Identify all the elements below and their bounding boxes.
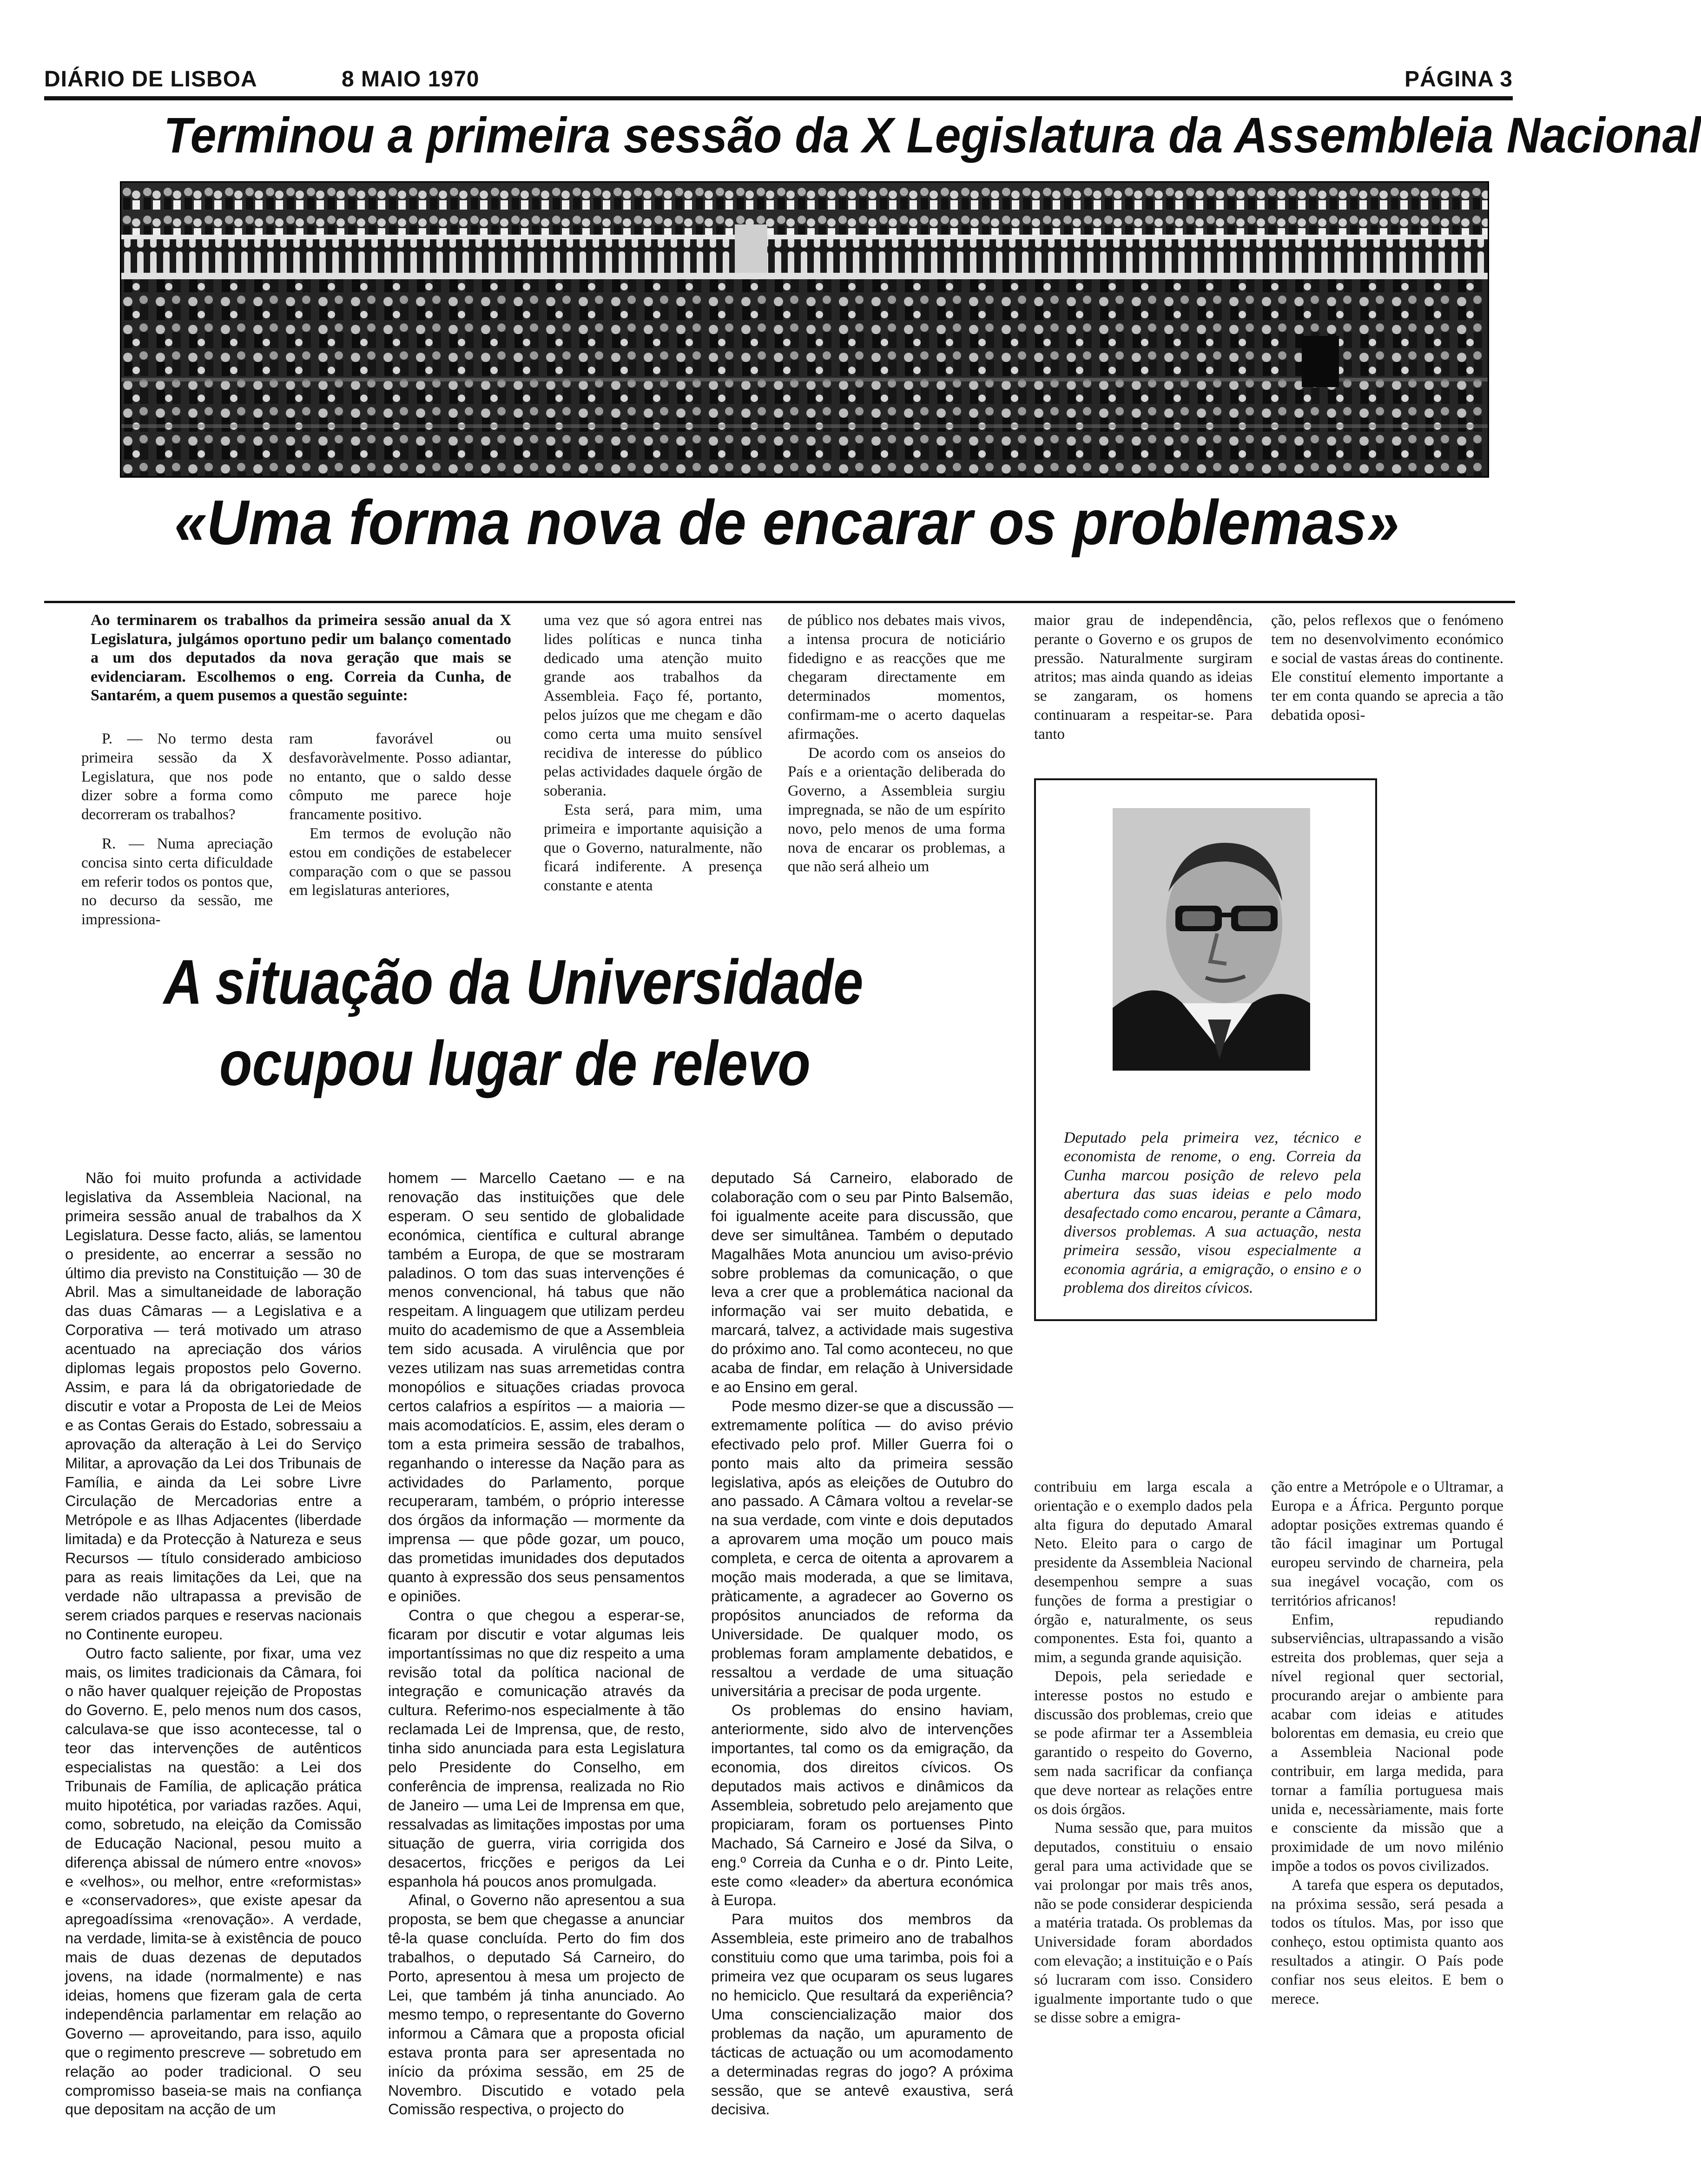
university-headline-line-1: A situação da Universidade <box>164 947 864 1017</box>
paragraph: deputado Sá Carneiro, elaborado de colaboração com o seu par Pinto Balsemão, foi igualmente aceite para discussão, que deve ser simultânea. Também o deputado Magalhães Mota anunciou um aviso-prévio sobre problemas da comunicação, o que leva a crer que a problemática nacional da informação vai ser muito debatida, e marcará, talvez, a actividade mais sugestiva do próximo ano. Tal como aconteceu, no que acaba de findar, em relação à Universidade e ao Ensino em geral. <box>711 1170 1013 1395</box>
university-headline-line-2: ocupou lugar de relevo <box>219 1028 811 1099</box>
paragraph: A tarefa que espera os deputados, na próxima sessão, será pesada a todos os títulos. Mas, por isso que conheço, estou optimista quanto aos resultados a atingir. O País pode confiar nos seus eleitos. E bem o merece. <box>1271 1876 1503 2007</box>
paragraph: Esta será, para mim, uma primeira e importante aquisição a que o Governo, naturalmente, não ficará indiferente. A presença constante e atenta <box>544 801 762 895</box>
interview-column-1 <box>81 730 273 928</box>
interview-answer-start: R. — Numa apreciação concisa sinto certa dificuldade em referir todos os pontos que, no decurso da sessão, me impressiona- <box>81 835 273 928</box>
paragraph: Em termos de evolução não estou em condições de estabelecer comparação com o que se passou em legislaturas anteriores, <box>289 825 511 899</box>
paragraph: Enfim, repudiando subserviências, ultrapassando a visão estreita dos problemas, quer seja a nível regional quer sectorial, procurando arejar o ambiente para acabar com ideias e atitudes bolorentas em demasia, eu creio que a Assembleia Nacional pode contribuir, em larga medida, para tornar a família portuguesa mais unida e, necessàriamente, mais forte e consciente da missão que a proximidade de um novo milénio impõe a todos os povos civilizados. <box>1271 1611 1503 1875</box>
paragraph: Contra o que chegou a esperar-se, ficaram por discutir e votar algumas leis importantíssimas no que diz respeito a uma revisão total da política nacional de integração e comunicação através da cultura. Referimo-nos especialmente à tão reclamada Lei de Imprensa, que, de resto, tinha sido anunciada para esta Legislatura pelo Presidente do Conselho, em conferência de imprensa, realizada no Rio de Janeiro — uma Lei de Imprensa em que, ressalvadas as limitações impostas por uma situação de guerra, viria corrigida dos desacertos, fricções e perigos da Lei espanhola há poucos anos promulgada. <box>388 1606 685 1890</box>
paragraph: Não foi muito profunda a actividade legislativa da Assembleia Nacional, na primeira sessão anual de trabalhos da X Legislatura. Desse facto, aliás, se lamentou o presidente, ao encerrar a sessão no último dia previsto na Constituição — 30 de Abril. Mas a simultaneidade de laboração das duas Câmaras — a Legislativa e a Corporativa — terá motivado um atraso acentuado na apreciação dos vários diplomas legais propostos pelo Governo. Assim, e para lá da obrigatoriedade de discutir e votar a Proposta de Lei de Meios e as Contas Gerais do Estado, sobressaiu a aprovação da alteração à Lei do Serviço Militar, a aprovação da Lei dos Tribunais de Família, e ainda da Lei sobre Livre Circulação de Mercadorias entre a Metrópole e as Ilhas Adjacentes (liberdade limitada) e da Protecção à Natureza e seus Recursos — título considerado ambicioso para as reais limitações da Lei, que na verdade não ultrapassa a previsão de serem criados parques e reservas nacionais no Continente europeu. <box>65 1170 362 1643</box>
paragraph: ção, pelos reflexos que o fenómeno tem no desenvolvimento económico e social de vastas áreas do continente. Ele constituí elemento importante a ter em conta quando se aprecia a tão debatida oposi- <box>1271 612 1503 724</box>
assembly-photo <box>120 181 1489 478</box>
issue-date: 8 MAIO 1970 <box>342 67 480 92</box>
paragraph: Os problemas do ensino haviam, anteriormente, sido alvo de intervenções importantes, tal como os da emigração, da economia, dos direitos cívicos. Os deputados mais activos e dinâmicos da Assembleia, sobretudo pelo arejamento que propiciaram, foram os portuenses Pinto Machado, Sá Carneiro e José da Silva, o eng.º Correia da Cunha e o dr. Pinto Leite, este como «leader» da abertura económica à Europa. <box>711 1702 1013 1909</box>
paragraph: ção entre a Metrópole e o Ultramar, a Europa e a África. Pergunto porque adoptar posições extremas quando é tão fácil imaginar um Portugal europeu servindo de charneira, pela sua inegável vocação, com os territórios africanos! <box>1271 1479 1503 1609</box>
portrait-caption: Deputado pela primeira vez, técnico e economista de renome, o eng. Correia da Cunha marcou posição de relevo pela abertura das suas ideias e pelo modo desafectado como encarou, perante a Câmara, diversos problemas. A sua actuação, nesta primeira sessão, visou especialmente a economia agrária, a emigração, o ensino e o problema dos direitos cívicos. <box>1064 1129 1361 1297</box>
page-number: PÁGINA 3 <box>1404 67 1513 92</box>
main-headline: Terminou a primeira sessão da X Legislatura da Assembleia Nacional <box>164 107 1701 163</box>
newspaper-name: DIÁRIO DE LISBOA <box>44 67 257 92</box>
interview-column-6 <box>1271 611 1503 753</box>
paragraph: homem — Marcello Caetano — e na renovação das instituições que dele esperam. O seu sentido de globalidade económica, científica e cultural abrange também a Europa, de que se mostraram paladinos. O tom das suas intervenções é menos convencional, há tabus que não respeitam. A linguagem que utilizam perdeu muito do academismo de que a Assembleia tem sido acusada. A virulência que por vezes utilizam nas suas arremetidas contra monopólios e situações criadas provoca certos calafrios a espíritos — a maioria — mais acomodatícios. E, assim, eles deram o tom a esta primeira sessão de trabalhos, reganhando o interesse da Nação para as actividades do Parlamento, porque recuperaram, também, o próprio interesse dos órgãos da informação — mormente da imprensa — que pôde gozar, um pouco, das prometidas imunidades dos deputados quanto à expressão dos seus pensamentos e opiniões. <box>388 1170 685 1605</box>
article-column-1 <box>65 1169 362 2154</box>
paragraph: Pode mesmo dizer-se que a discussão — extremamente política — do aviso prévio efectivado pelo prof. Miller Guerra foi o ponto mais alto da primeira sessão legislativa, após as eleições de Outubro do ano passado. A Câmara voltou a revelar-se na sua verdade, com vinte e dois deputados a aprovarem uma moção um pouco mais completa, e cerca de oitenta a aprovarem a moção mais moderada, a que se limitava, pràticamente, a agradecer ao Governo os propósitos anunciados de reforma da Universidade. De qualquer modo, os problemas foram amplamente debatidos, e ressaltou a verdade de uma situação universitária a precisar de poda urgente. <box>711 1397 1013 1700</box>
paragraph: Outro facto saliente, por fixar, uma vez mais, os limites tradicionais da Câmara, foi o não haver qualquer rejeição de Propostas do Governo. E, pelo menos num dos casos, calculava-se que isso acontecesse, tal o teor das intervenções de autênticos especialistas na questão: a Lei dos Tribunais de Família, de aplicação prática muito hipotética, por variadas razões. Aqui, como, sobretudo, na eleição da Comissão de Educação Nacional, pesou muito a diferença abissal de número entre «novos» e «velhos», ou melhor, entre «reformistas» e «conservadores», que existe apesar da apregoadíssima «renovação». A verdade, na verdade, limita-se à existência de pouco mais de duas dezenas de deputados jovens, na idade (normalmente) e nas ideias, homens que fizeram gala de certa independência parlamentar em relação ao Governo — aproveitando, para isso, aquilo que o regimento prescreve — sobretudo em relação ao poder tradicional. O seu compromisso baseia-se mais na confiança que depositam na acção de um <box>65 1645 362 2118</box>
paragraph: Afinal, o Governo não apresentou a sua proposta, se bem que chegasse a anunciar tê-la quase concluída. Perto do fim dos trabalhos, o deputado Sá Carneiro, do Porto, apresentou à mesa um projecto de Lei, que também já tinha anunciado. Ao mesmo tempo, o representante do Governo informou a Câmara que a proposta oficial estava pronta para ser apresentada no início da próxima sessão, em 25 de Novembro. Discutido e votado pela Comissão respectiva, o projecto do <box>388 1892 685 2118</box>
interview-intro: Ao terminarem os trabalhos da primeira sessão anual da X Legislatura, julgámos oportuno pedir um balanço comentado a um dos deputados da nova geração que mais se evidenciaram. Escolhemos o eng. Correia da Cunha, de Santarém, a quem pusemos a questão seguinte: <box>91 612 511 704</box>
article-column-2 <box>388 1169 685 2154</box>
paragraph: maior grau de independência, perante o Governo e os grupos de pressão. Naturalmente surgiram atritos; mas ainda quando as ideias se zangaram, os homens continuaram a respeitar-se. Para tanto <box>1034 612 1253 743</box>
paragraph: Depois, pela seriedade e interesse postos no estudo e discussão dos problemas, creio que se pode afirmar ter a Assembleia garantido o respeito do Governo, sem nada sacrificar da confiança que deve nortear as relações entre os dois órgãos. <box>1034 1668 1253 1818</box>
portrait-box <box>1034 778 1377 1321</box>
section-rule <box>44 601 1515 603</box>
masthead <box>44 63 1513 100</box>
interview-continuation-column-2 <box>1271 1478 1503 2154</box>
article-column-3 <box>711 1169 1013 2154</box>
interview-column-5 <box>1034 611 1253 753</box>
paragraph: uma vez que só agora entrei nas lides políticas e nunca tinha dedicado uma atenção muito grande aos trabalhos da Assembleia. Faço fé, portanto, pelos juízos que me chegam e dão como certa uma muito sensível recidiva de interesse do público pelas actividades daquele órgão de soberania. <box>544 612 762 800</box>
paragraph: Para muitos dos membros da Assembleia, este primeiro ano de trabalhos constituiu como que uma tarimba, pois foi a primeira vez que ocuparam os seus lugares no hemiciclo. Que resultará da experiência? Uma consciencialização maior dos problemas da nação, um apuramento de tácticas de actuação ou um acomodamento a determinadas regras do jogo? A próxima sessão, que se antevê exaustiva, será decisiva. <box>711 1911 1013 2118</box>
interview-column-3 <box>544 611 762 918</box>
paragraph: De acordo com os anseios do País e a orientação deliberada do Governo, a Assembleia surgiu impregnada, se não de um espírito novo, pelo menos de uma forma nova de encarar os problemas, a que não será alheio um <box>788 744 1005 875</box>
paragraph: Numa sessão que, para muitos deputados, constituiu o ensaio geral para uma actividade que se vai prolongar por mais três anos, não se pode considerar despicienda a matéria tratada. Os problemas da Universidade foram abordados com elevação; a instituição e o País só lucraram com isso. Considero igualmente importante tudo o que se disse sobre a emigra- <box>1034 1820 1253 2026</box>
portrait-photo <box>1113 808 1310 1071</box>
paragraph: contribuiu em larga escala a orientação e o exemplo dados pela alta figura do deputado Amaral Neto. Eleito para o cargo de presidente da Assembleia Nacional desempenhou sempre a suas funções de forma a prestigiar o órgão e, naturalmente, os seus componentes. Esta foi, quanto a mim, a segunda grande aquisição. <box>1034 1479 1253 1666</box>
paragraph: ram favorável ou desfavoràvelmente. Posso adiantar, no entanto, que o saldo desse cômputo me parece hoje francamente positivo. <box>289 730 511 823</box>
interview-continuation-column-1 <box>1034 1478 1253 2154</box>
interview-question: P. — No termo desta primeira sessão da X Legislatura, que nos pode dizer sobre a forma como decorreram os trabalhos? <box>81 730 273 823</box>
paragraph: de público nos debates mais vivos, a intensa procura de noticiário fidedigno e as reacções que me chegaram directamente em determinados momentos, confirmam-me o acerto daquelas afirmações. <box>788 612 1005 743</box>
interview-column-4 <box>788 611 1005 918</box>
interview-headline: «Uma forma nova de encarar os problemas» <box>174 487 1399 558</box>
interview-column-2 <box>289 730 511 918</box>
